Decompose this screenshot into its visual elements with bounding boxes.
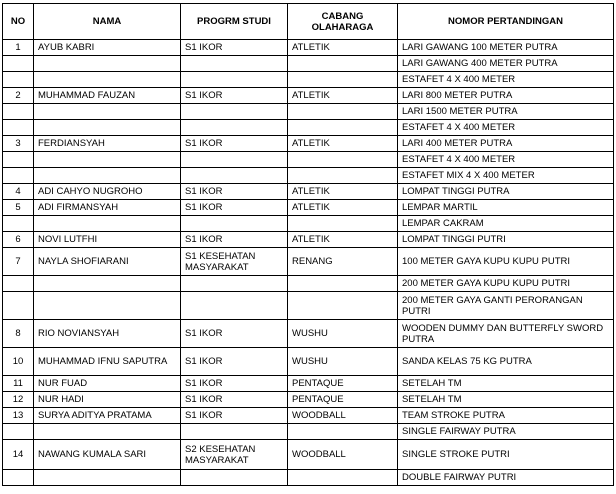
cell-cabang: ATLETIK [288,88,398,104]
cell-nama [34,152,181,168]
cell-cabang [288,292,398,320]
cell-no [3,72,34,88]
cell-prodi: S1 IKOR [181,348,288,376]
cell-nama [34,56,181,72]
cell-prodi [181,168,288,184]
table-row [3,376,614,392]
header-prodi: PROGRM STUDI [181,4,288,40]
cell-cabang: WUSHU [288,320,398,348]
table-row [3,40,614,56]
cell-nomor: ESTAFET 4 X 400 METER [398,120,614,136]
cell-no: 6 [3,232,34,248]
cell-prodi: S2 KESEHATAN MASYARAKAT [181,440,288,470]
cell-no: 1 [3,40,34,56]
cell-nomor: WOODEN DUMMY DAN BUTTERFLY SWORD PUTRA [398,320,614,348]
cell-nomor: 100 METER GAYA KUPU KUPU PUTRI [398,248,614,276]
cell-nomor: DOUBLE FAIRWAY PUTRI [398,470,614,486]
cell-nomor: LARI 800 METER PUTRA [398,88,614,104]
cell-no [3,152,34,168]
table-row [3,56,614,72]
cell-no [3,56,34,72]
cell-nama [34,72,181,88]
cell-cabang [288,276,398,292]
cell-nomor: SINGLE FAIRWAY PUTRA [398,424,614,440]
cell-no [3,120,34,136]
cell-nomor: SETELAH TM [398,376,614,392]
cell-prodi: S1 IKOR [181,320,288,348]
cell-prodi [181,216,288,232]
cell-prodi: S1 IKOR [181,184,288,200]
cell-nomor: LARI GAWANG 400 METER PUTRA [398,56,614,72]
cell-nama: RIO NOVIANSYAH [34,320,181,348]
cell-cabang: ATLETIK [288,232,398,248]
cell-nama: AYUB KABRI [34,40,181,56]
cell-prodi [181,152,288,168]
cell-no: 4 [3,184,34,200]
cell-nama: NUR HADI [34,392,181,408]
table-row [3,470,614,486]
cell-nama: ADI CAHYO NUGROHO [34,184,181,200]
cell-prodi [181,104,288,120]
cell-nomor: SANDA KELAS 75 KG PUTRA [398,348,614,376]
cell-cabang: PENTAQUE [288,376,398,392]
cell-nama: FERDIANSYAH [34,136,181,152]
cell-no [3,104,34,120]
cell-nomor: ESTAFET MIX 4 X 400 METER [398,168,614,184]
cell-prodi [181,276,288,292]
cell-no: 10 [3,348,34,376]
cell-prodi: S1 IKOR [181,136,288,152]
cell-cabang [288,424,398,440]
cell-no: 3 [3,136,34,152]
cell-no: 2 [3,88,34,104]
cell-prodi [181,120,288,136]
cell-nama [34,216,181,232]
cell-no [3,168,34,184]
cell-prodi: S1 IKOR [181,232,288,248]
cell-prodi [181,292,288,320]
cell-prodi: S1 IKOR [181,40,288,56]
athlete-table [2,3,614,486]
cell-nama: NOVI LUTFHI [34,232,181,248]
cell-cabang [288,72,398,88]
cell-no: 7 [3,248,34,276]
cell-cabang: RENANG [288,248,398,276]
cell-no: 11 [3,376,34,392]
table-row [3,276,614,292]
cell-prodi [181,72,288,88]
cell-nomor: LARI 400 METER PUTRA [398,136,614,152]
cell-cabang [288,104,398,120]
cell-nomor: ESTAFET 4 X 400 METER [398,72,614,88]
cell-nama: MUHAMMAD FAUZAN [34,88,181,104]
cell-no: 13 [3,408,34,424]
header-cabang: CABANG OLAHARAGA [288,4,398,40]
header-nomor: NOMOR PERTANDINGAN [398,4,614,40]
cell-cabang [288,152,398,168]
table-row [3,152,614,168]
cell-nama [34,104,181,120]
cell-nama: NAYLA SHOFIARANI [34,248,181,276]
cell-no [3,216,34,232]
header-no: NO [3,4,34,40]
cell-nama [34,168,181,184]
table-row [3,216,614,232]
table-row [3,440,614,470]
table-row [3,88,614,104]
cell-prodi: S1 IKOR [181,392,288,408]
cell-no [3,276,34,292]
cell-nama [34,470,181,486]
table-row [3,136,614,152]
table-row [3,392,614,408]
cell-no: 12 [3,392,34,408]
table-row [3,104,614,120]
table-row [3,408,614,424]
cell-nomor: SINGLE STROKE PUTRI [398,440,614,470]
cell-prodi [181,470,288,486]
table-row [3,248,614,276]
table-row [3,168,614,184]
cell-no [3,424,34,440]
table-row [3,72,614,88]
cell-prodi: S1 IKOR [181,88,288,104]
cell-no: 8 [3,320,34,348]
cell-nomor: LOMPAT TINGGI PUTRI [398,232,614,248]
cell-no: 5 [3,200,34,216]
cell-cabang: WUSHU [288,348,398,376]
cell-nomor: TEAM STROKE PUTRA [398,408,614,424]
cell-nama [34,292,181,320]
cell-nomor: LARI GAWANG 100 METER PUTRA [398,40,614,56]
cell-cabang [288,120,398,136]
cell-cabang [288,470,398,486]
cell-no [3,292,34,320]
cell-nama: MUHAMMAD IFNU SAPUTRA [34,348,181,376]
table-row [3,320,614,348]
cell-cabang: ATLETIK [288,184,398,200]
cell-nomor: SETELAH TM [398,392,614,408]
cell-prodi: S1 IKOR [181,200,288,216]
cell-nomor: LARI 1500 METER PUTRA [398,104,614,120]
table-row [3,184,614,200]
cell-cabang: WOODBALL [288,440,398,470]
table-row [3,424,614,440]
table-row [3,232,614,248]
cell-nama [34,276,181,292]
cell-nomor: LOMPAT TINGGI PUTRA [398,184,614,200]
cell-cabang [288,168,398,184]
table-row [3,292,614,320]
cell-no [3,470,34,486]
cell-nama: ADI FIRMANSYAH [34,200,181,216]
cell-prodi: S1 IKOR [181,408,288,424]
header-nama: NAMA [34,4,181,40]
cell-prodi: S1 KESEHATAN MASYARAKAT [181,248,288,276]
cell-nama: NUR FUAD [34,376,181,392]
cell-cabang [288,216,398,232]
table-body [3,40,614,486]
cell-cabang: WOODBALL [288,408,398,424]
cell-nama: SURYA ADITYA PRATAMA [34,408,181,424]
table-row [3,200,614,216]
cell-nama [34,424,181,440]
cell-nama: NAWANG KUMALA SARI [34,440,181,470]
table-row [3,348,614,376]
header-row [3,4,614,40]
cell-nomor: LEMPAR CAKRAM [398,216,614,232]
cell-nomor: LEMPAR MARTIL [398,200,614,216]
cell-nomor: 200 METER GAYA GANTI PERORANGAN PUTRI [398,292,614,320]
cell-prodi: S1 IKOR [181,376,288,392]
cell-cabang: ATLETIK [288,136,398,152]
cell-no: 14 [3,440,34,470]
cell-nomor: ESTAFET 4 X 400 METER [398,152,614,168]
cell-cabang: ATLETIK [288,40,398,56]
table-row [3,120,614,136]
cell-nama [34,120,181,136]
cell-cabang: ATLETIK [288,200,398,216]
cell-prodi [181,56,288,72]
cell-prodi [181,424,288,440]
cell-cabang [288,56,398,72]
cell-nomor: 200 METER GAYA KUPU KUPU PUTRI [398,276,614,292]
cell-cabang: PENTAQUE [288,392,398,408]
